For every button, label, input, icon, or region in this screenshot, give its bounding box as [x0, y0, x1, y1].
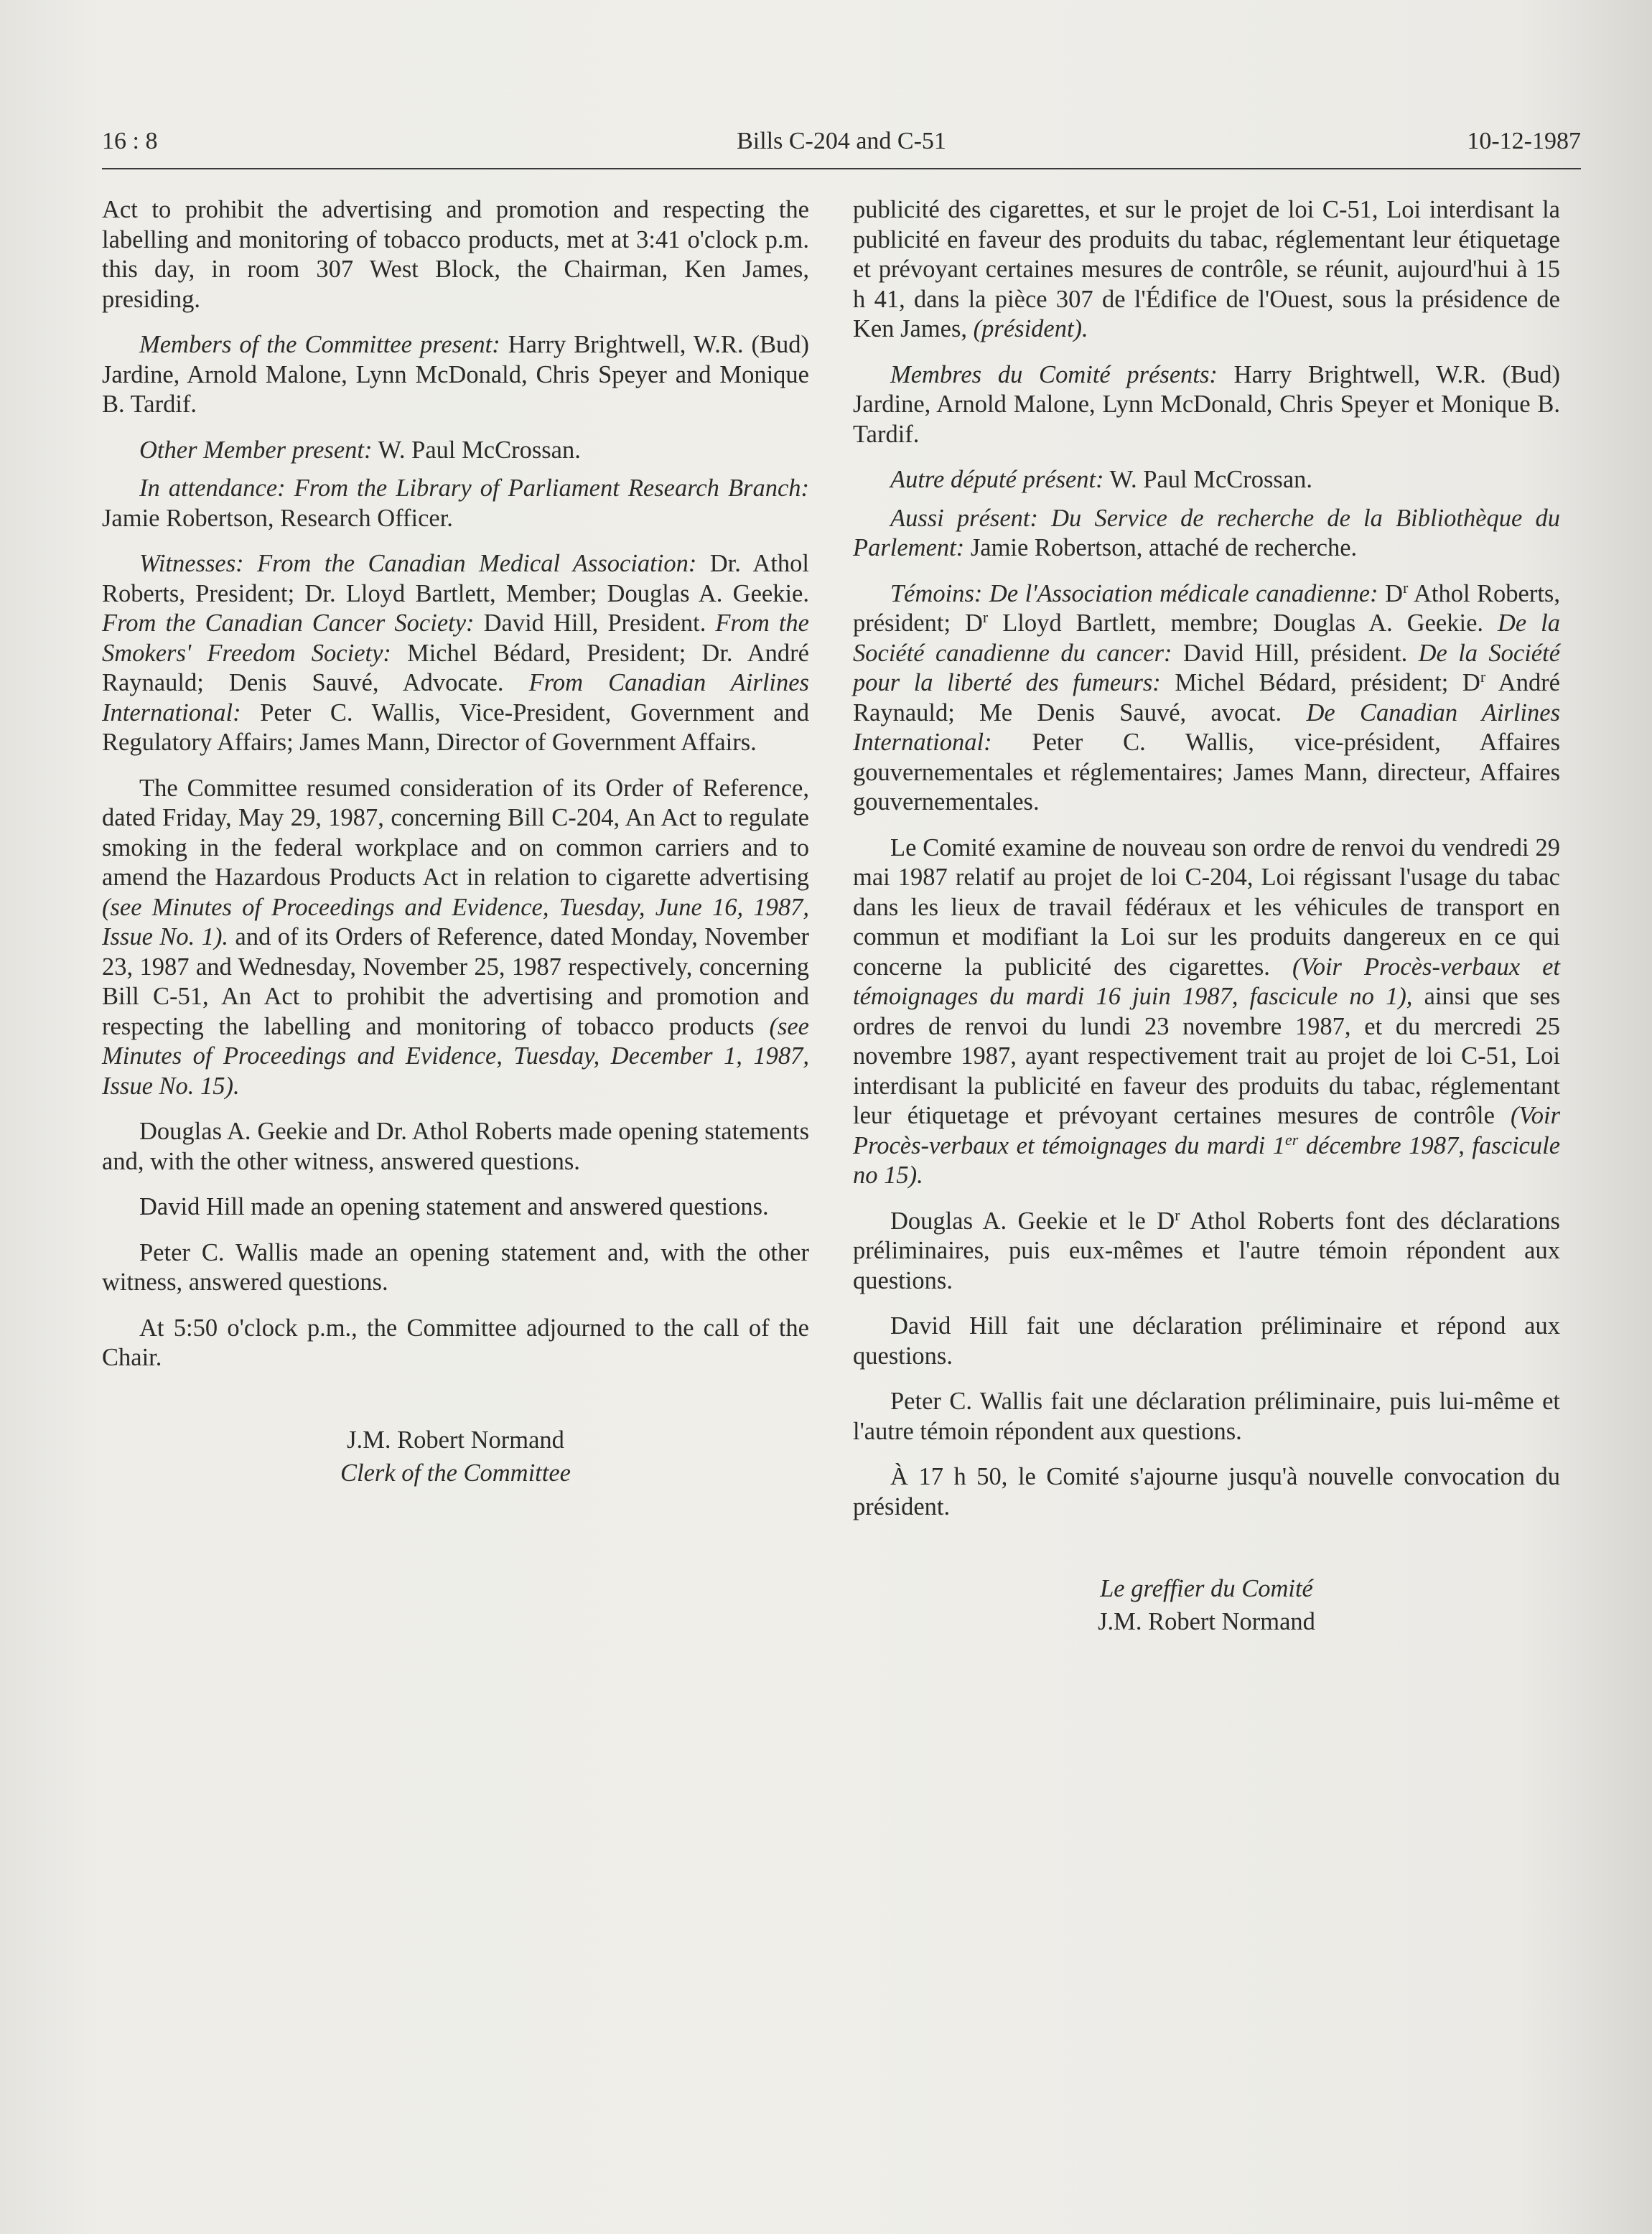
running-title: Bills C-204 and C-51	[737, 128, 946, 154]
intro-paragraph-fr: publicité des cigarettes, et sur le projet de loi C-51, Loi interdisant la publicité en faveur des produits du tabac, réglementant leur étiquetage et prévoyant certaines mesures de contrôle, se réunit, aujourd'hui à 15 h 41, dans la pièce 307 de l'Édifice de l'Ouest, sous la présidence de Ken James, (président).	[853, 196, 1560, 342]
hill-statement: David Hill made an opening statement and answered questions.	[139, 1193, 769, 1220]
clerk-name-fr: J.M. Robert Normand	[1098, 1608, 1315, 1635]
wallis-statement: Peter C. Wallis made an opening statement and, with the other witness, answered questions.	[102, 1238, 809, 1296]
adjournment: At 5:50 o'clock p.m., the Committee adjourned to the call of the Chair.	[102, 1314, 809, 1371]
members-present: Members of the Committee present: Harry Brightwell, W.R. (Bud) Jardine, Arnold Malone, Lynn McDonald, Chris Speyer and Monique B. Tardif.	[102, 331, 810, 418]
geekie-statement-fr: Douglas A. Geekie et le $D^r$ Athol Roberts font des déclarations préliminaires, puis eux-mêmes et l'autre témoin répondent aux questions.	[853, 1205, 1560, 1294]
clerk-title-fr: Le greffier du Comité	[1100, 1575, 1313, 1602]
members-present-fr: Membres du Comité présents: Harry Brightwell, W.R. (Bud) Jardine, Arnold Malone, Lynn McDonald, Chris Speyer et Monique B. Tardif.	[853, 360, 1561, 448]
witnesses-fr: Témoins: De l'Association médicale canadienne: $D^r$ Athol Roberts, président; $D^r$ Lloyd Bartlett, membre; Douglas A. Geekie. De la Société canadienne du cancer: David Hill, président. De la Société pour la liberté des fumeurs: Michel Bédard, président; $D^r$ André Raynauld; Me Denis Sauvé, avocat. De Canadian Airlines International: Peter C. Wallis, vice-président, Affaires gouvernementales et réglementaires; James Mann, directeur, Affaires gouvernementales.	[853, 578, 1561, 815]
resumed-consideration-fr: Le Comité examine de nouveau son ordre de renvoi du vendredi 29 mai 1987 relatif au projet de loi C-204, Loi régissant l'usage du tabac dans les lieux de travail fédéraux et les véhicules de transport en commun et modifiant la Loi sur les produits dangereux en ce qui concerne la publicité des cigarettes. (Voir Procès-verbaux et témoignages du mardi 16 juin 1987, fascicule no 1), ainsi que ses ordres de renvoi du lundi 23 novembre 1987, et du mercredi 25 novembre 1987, ayant respectivement trait au projet de loi C-51, Loi interdisant la publicité en faveur des produits du tabac, réglementant leur étiquetage et prévoyant certaines mesures de contrôle (Voir Procès-verbaux et témoignages du mardi 1er décembre 1987, fascicule no 15).	[853, 833, 1561, 1189]
geekie-statement: Douglas A. Geekie and Dr. Athol Roberts made opening statements and, with the other witness, answered questions.	[102, 1118, 809, 1175]
in-attendance-fr: Aussi présent: Du Service de recherche de la Bibliothèque du Parlement: Jamie Robertson, attaché de recherche.	[853, 504, 1560, 561]
witnesses: Witnesses: From the Canadian Medical Association: Dr. Athol Roberts, President; Dr. Lloyd Bartlett, Member; Douglas A. Geekie. From the Canadian Cancer Society: David Hill, President. From the Smokers' Freedom Society: Michel Bédard, President; Dr. André Raynauld; Denis Sauvé, Advocate. From Canadian Airlines International: Peter C. Wallis, Vice-President, Government and Regulatory Affairs; James Mann, Director of Government Affairs.	[102, 550, 810, 756]
header-rule	[102, 168, 1581, 169]
header-date: 10-12-1987	[1467, 128, 1581, 154]
clerk-name: J.M. Robert Normand	[347, 1426, 564, 1454]
adjournment-fr: À 17 h 50, le Comité s'ajourne jusqu'à nouvelle convocation du président.	[853, 1463, 1560, 1520]
wallis-statement-fr: Peter C. Wallis fait une déclaration préliminaire, puis lui-même et l'autre témoin répondent aux questions.	[853, 1388, 1560, 1445]
clerk-title: Clerk of the Committee	[340, 1459, 571, 1487]
page-header	[102, 128, 1581, 164]
other-member-present-fr: Autre député présent: W. Paul McCrossan.	[890, 466, 1313, 493]
other-member-present: Other Member present: W. Paul McCrossan.	[139, 436, 581, 464]
resumed-consideration: The Committee resumed consideration of its Order of Reference, dated Friday, May 29, 1987, concerning Bill C-204, An Act to regulate smoking in the federal workplace and on common carriers and to amend the Hazardous Products Act in relation to cigarette advertising (see Minutes of Proceedings and Evidence, Tuesday, June 16, 1987, Issue No. 1). and of its Orders of Reference, dated Monday, November 23, 1987 and Wednesday, November 25, 1987 respectively, concerning Bill C-51, An Act to prohibit the advertising and promotion and respecting the labelling and monitoring of tobacco products (see Minutes of Proceedings and Evidence, Tuesday, December 1, 1987, Issue No. 15).	[102, 774, 810, 1100]
clerk-signature	[102, 1424, 809, 1490]
french-column	[853, 195, 1560, 1638]
hill-statement-fr: David Hill fait une déclaration préliminaire et répond aux questions.	[853, 1312, 1560, 1370]
page-number: 16 : 8	[102, 128, 158, 154]
english-column	[102, 195, 809, 1490]
in-attendance: In attendance: From the Library of Parliament Research Branch: Jamie Robertson, Research Officer.	[102, 475, 809, 532]
clerk-signature-fr	[853, 1572, 1560, 1638]
intro-paragraph: Act to prohibit the advertising and promotion and respecting the labelling and monitoring of tobacco products, met at 3:41 o'clock p.m. this day, in room 307 West Block, the Chairman, Ken James, presiding.	[102, 196, 809, 313]
